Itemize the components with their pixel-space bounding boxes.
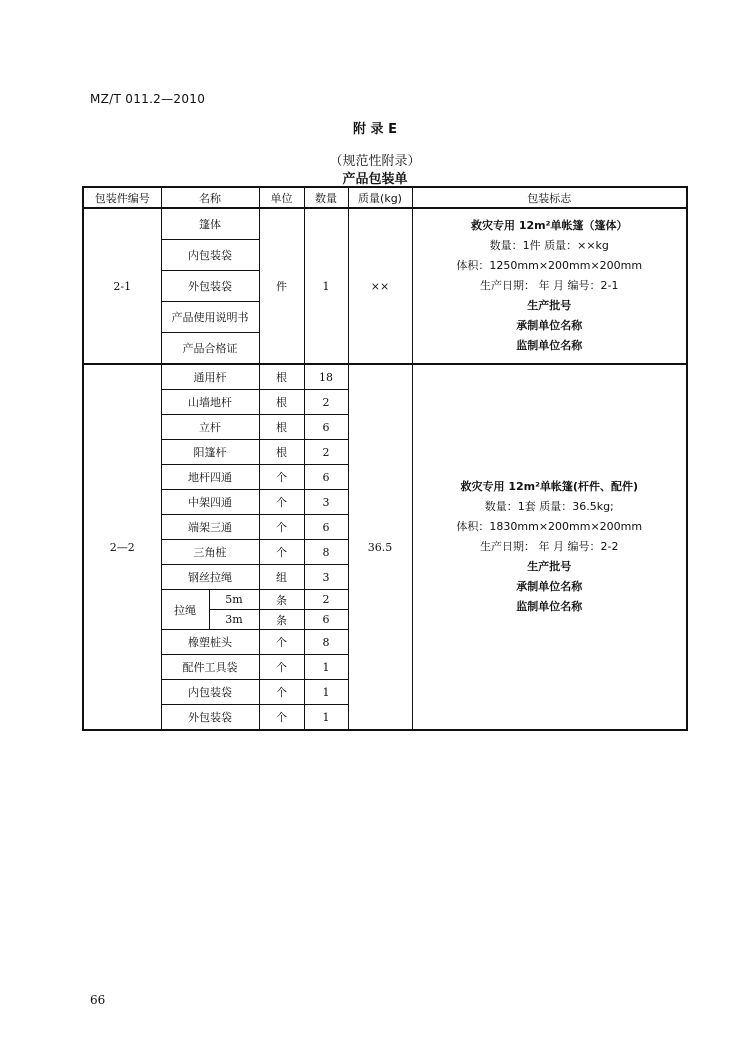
qty-cell: 2 xyxy=(304,390,348,415)
unit-cell: 个 xyxy=(259,465,304,490)
unit-cell: 根 xyxy=(259,440,304,465)
mark-line: 监制单位名称 xyxy=(516,600,583,613)
mass-cell: ×× xyxy=(348,208,412,364)
item-name-cell: 橡塑桩头 xyxy=(161,630,259,655)
item-name-cell: 外包装袋 xyxy=(161,271,259,302)
qty-cell: 6 xyxy=(304,415,348,440)
mark-line: 承制单位名称 xyxy=(516,319,583,332)
item-name-cell: 地杆四通 xyxy=(161,465,259,490)
item-name-cell: 山墙地杆 xyxy=(161,390,259,415)
mark-line: 监制单位名称 xyxy=(516,339,583,352)
mark-line: 救灾专用 12m²单帐篷（篷体） xyxy=(471,219,628,232)
package-mark-cell xyxy=(412,364,687,730)
qty-cell: 1 xyxy=(304,680,348,705)
appendix-subtitle: （规范性附录） xyxy=(329,154,421,169)
mark-line: 数量：1件 质量：××kg xyxy=(489,239,609,252)
qty-cell: 6 xyxy=(304,610,348,630)
qty-cell: 2 xyxy=(304,440,348,465)
mark-line: 生产批号 xyxy=(527,560,572,573)
unit-cell: 个 xyxy=(259,540,304,565)
qty-cell: 1 xyxy=(304,208,348,364)
col-header-package-id: 包装件编号 xyxy=(83,187,161,208)
item-name-cell: 产品使用说明书 xyxy=(161,302,259,333)
item-name-cell: 三角桩 xyxy=(161,540,259,565)
mark-line: 生产日期： 年 月 编号：2-2 xyxy=(480,540,619,553)
item-name-cell: 钢丝拉绳 xyxy=(161,565,259,590)
unit-cell: 个 xyxy=(259,515,304,540)
unit-cell: 组 xyxy=(259,565,304,590)
table-row xyxy=(83,208,687,240)
item-name-cell: 篷体 xyxy=(161,208,259,240)
qty-cell: 6 xyxy=(304,465,348,490)
rope-length-cell: 3m xyxy=(209,610,259,630)
item-name-cell: 配件工具袋 xyxy=(161,655,259,680)
mark-line: 生产日期： 年 月 编号：2-1 xyxy=(480,279,619,292)
qty-cell: 1 xyxy=(304,705,348,731)
item-name-cell: 中架四通 xyxy=(161,490,259,515)
package-id-cell: 2—2 xyxy=(83,364,161,730)
col-header-package-mark: 包装标志 xyxy=(412,187,687,208)
mark-line: 体积：1830mm×200mm×200mm xyxy=(456,520,643,533)
packing-list-table xyxy=(82,186,688,731)
table-header-row xyxy=(83,187,687,208)
qty-cell: 8 xyxy=(304,630,348,655)
item-name-cell: 内包装袋 xyxy=(161,680,259,705)
table-row xyxy=(83,364,687,390)
appendix-title: 附 录 E xyxy=(353,122,397,137)
page-number: 66 xyxy=(90,993,106,1007)
unit-cell: 条 xyxy=(259,610,304,630)
qty-cell: 2 xyxy=(304,590,348,610)
mark-line: 体积：1250mm×200mm×200mm xyxy=(456,259,643,272)
mark-line: 救灾专用 12m²单帐篷(杆件、配件) xyxy=(460,480,638,493)
item-name-cell: 端架三通 xyxy=(161,515,259,540)
item-name-cell: 立杆 xyxy=(161,415,259,440)
unit-cell: 件 xyxy=(259,208,304,364)
col-header-name: 名称 xyxy=(161,187,259,208)
col-header-unit: 单位 xyxy=(259,187,304,208)
item-name-cell: 阳篷杆 xyxy=(161,440,259,465)
item-name-cell: 产品合格证 xyxy=(161,333,259,365)
unit-cell: 个 xyxy=(259,705,304,731)
mark-line: 数量：1套 质量：36.5kg; xyxy=(484,500,614,513)
qty-cell: 8 xyxy=(304,540,348,565)
unit-cell: 根 xyxy=(259,364,304,390)
unit-cell: 个 xyxy=(259,630,304,655)
col-header-mass: 质量(kg) xyxy=(348,187,412,208)
unit-cell: 个 xyxy=(259,655,304,680)
qty-cell: 6 xyxy=(304,515,348,540)
mark-line: 承制单位名称 xyxy=(516,580,583,593)
qty-cell: 3 xyxy=(304,565,348,590)
package-id-cell: 2-1 xyxy=(83,208,161,364)
unit-cell: 个 xyxy=(259,680,304,705)
qty-cell: 1 xyxy=(304,655,348,680)
item-name-cell: 内包装袋 xyxy=(161,240,259,271)
unit-cell: 个 xyxy=(259,490,304,515)
rope-length-cell: 5m xyxy=(209,590,259,610)
col-header-qty: 数量 xyxy=(304,187,348,208)
item-name-cell: 通用杆 xyxy=(161,364,259,390)
item-name-cell: 外包装袋 xyxy=(161,705,259,731)
unit-cell: 根 xyxy=(259,415,304,440)
mass-cell: 36.5 xyxy=(348,364,412,730)
unit-cell: 条 xyxy=(259,590,304,610)
qty-cell: 18 xyxy=(304,364,348,390)
table-title: 产品包装单 xyxy=(342,172,408,187)
qty-cell: 3 xyxy=(304,490,348,515)
unit-cell: 根 xyxy=(259,390,304,415)
package-mark-cell xyxy=(412,208,687,364)
standard-code: MZ/T 011.2—2010 xyxy=(90,92,206,106)
rope-name-cell: 拉绳 xyxy=(161,590,209,630)
mark-line: 生产批号 xyxy=(527,299,572,312)
